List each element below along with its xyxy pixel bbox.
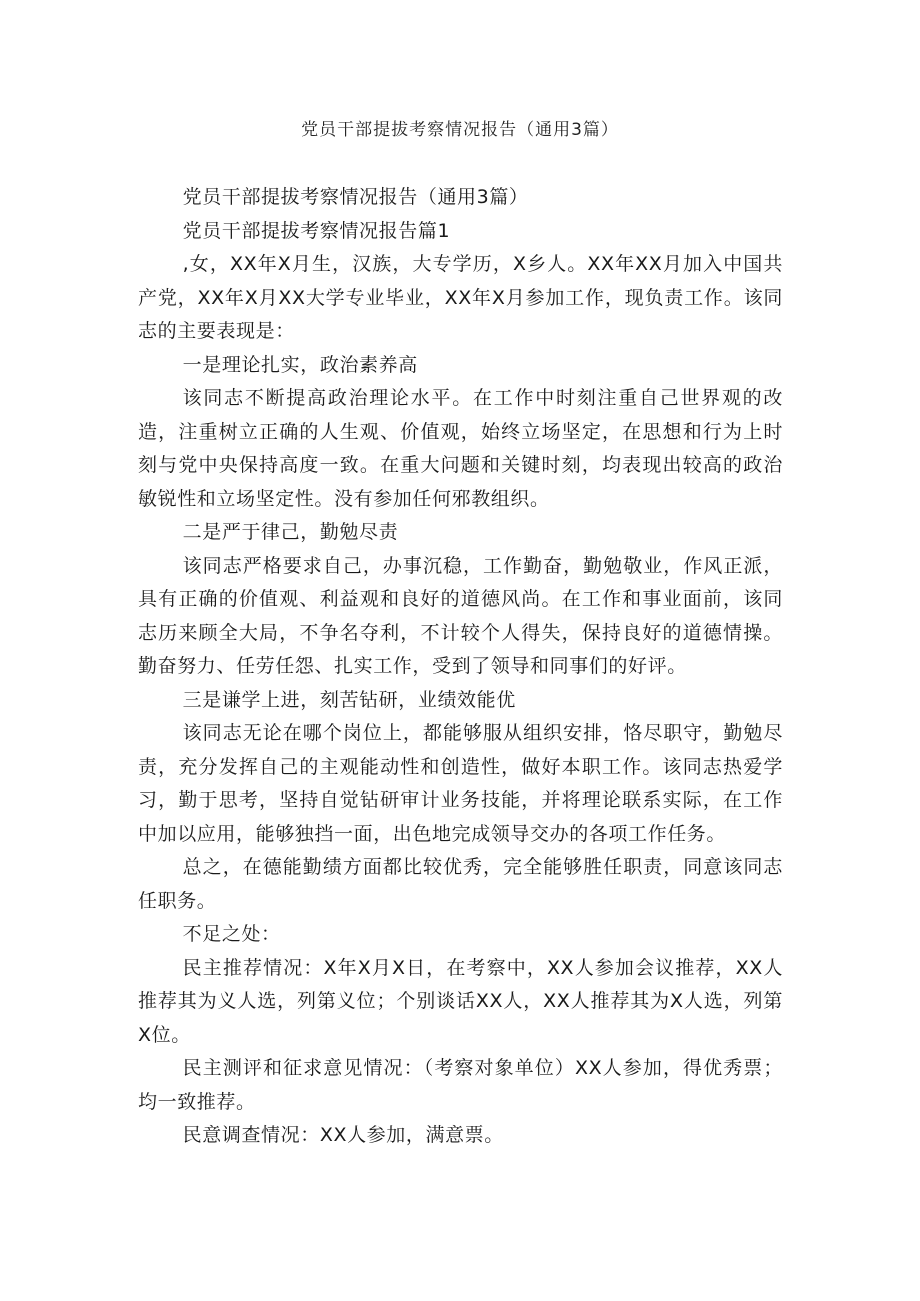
paragraph-survey: 民意调查情况：XX人参加，满意票。: [182, 1124, 504, 1146]
document-body: [138, 181, 783, 1153]
paragraph-subtitle: 党员干部提拔考察情况报告（通用3篇）: [182, 186, 529, 208]
page-title: 党员干部提拔考察情况报告（通用3篇）: [301, 120, 619, 140]
paragraph-recommendation: 民主推荐情况：X年X月X日，在考察中，XX人参加会议推荐，XX人推荐其为义人选，列第义位；个别谈话XX人，XX人推荐其为X人选，列第X位。: [138, 956, 783, 1046]
paragraph-point-3-body: 该同志无论在哪个岗位上，都能够服从组织安排，恪尽职守，勤勉尽责，充分发挥自己的主观能动性和创造性，做好本职工作。该同志热爱学习，勤于思考，坚持自觉钻研审计业务技能，并将理论联系实际，在工作中加以应用，能够独挡一面，出色地完成领导交办的各项工作任务。: [138, 722, 783, 845]
paragraph-point-2-heading: 二是严于律己，勤勉尽责: [182, 521, 399, 543]
paragraph-point-3-heading: 三是谦学上进，刻苦钻研，业绩效能优: [182, 688, 516, 711]
paragraph-point-2-body: 该同志严格要求自己，办事沉稳，工作勤奋，勤勉敬业，作风正派，具有正确的价值观、利益观和良好的道德风尚。在工作和事业面前，该同志历来顾全大局，不争名夺利，不计较个人得失，保持良好的道德情操。勤奋努力、任劳任怨、扎实工作，受到了领导和同事们的好评。: [138, 554, 783, 677]
paragraph-evaluation: 民主测评和征求意见情况：（考察对象单位）XX人参加，得优秀票；均一致推荐。: [138, 1057, 783, 1113]
paragraph-intro: ,女，XX年X月生，汉族，大专学历，X乡人。XX年XX月加入中国共产党，XX年X月XX大学专业毕业，XX年X月参加工作，现负责工作。该同志的主要表现是：: [138, 253, 783, 342]
paragraph-shortcomings: 不足之处：: [182, 923, 281, 945]
paragraph-point-1-body: 该同志不断提高政治理论水平。在工作中时刻注重自己世界观的改造，注重树立正确的人生观、价值观，始终立场坚定，在思想和行为上时刻与党中央保持高度一致。在重大问题和关键时刻，均表现出较高的政治敏锐性和立场坚定性。没有参加任何邪教组织。: [138, 387, 783, 510]
paragraph-summary: 总之，在德能勤绩方面都比较优秀，完全能够胜任职责，同意该同志任职务。: [138, 856, 783, 912]
paragraph-point-1-heading: 一是理论扎实，政治素养高: [182, 353, 418, 376]
paragraph-section-heading: 党员干部提拔考察情况报告篇1: [182, 219, 451, 242]
